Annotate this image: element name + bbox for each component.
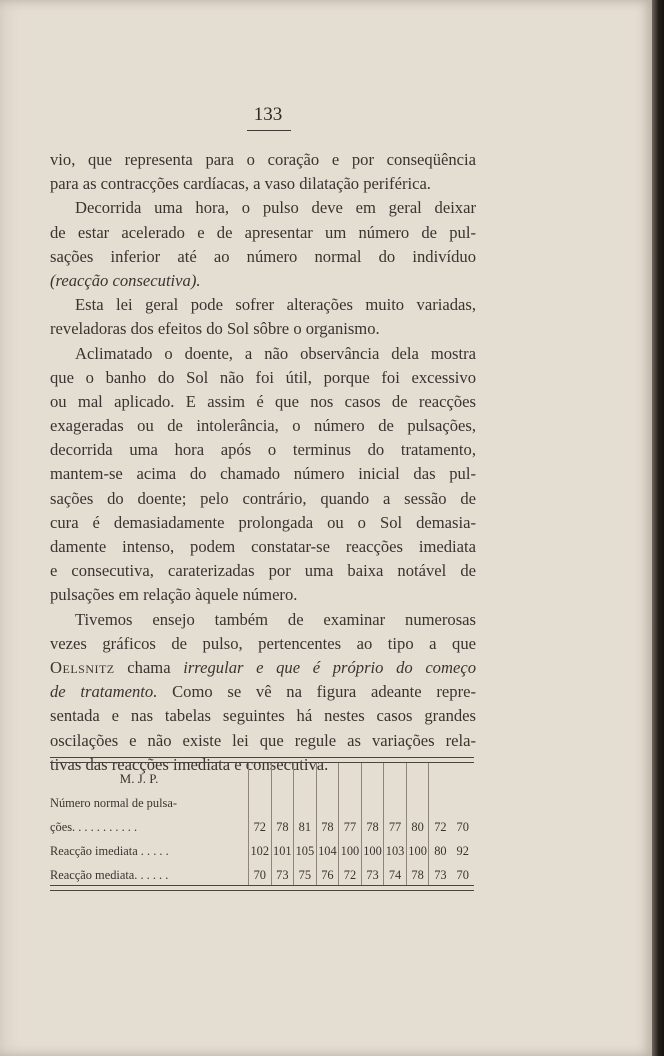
table-cell: 92 [456, 844, 469, 858]
text-line: decorrida uma hora após o terminus do tratamento, [50, 440, 476, 460]
text-line: e consecutiva, caraterizadas por uma baixa notável de [50, 561, 476, 581]
text-line: de tratamento. Como se vê na figura adeante repre- [50, 682, 476, 702]
text-line: cura é demasiadamente prolongada ou o Sol demasia- [50, 512, 476, 532]
text-line: oscilações e não existe lei que regule as variações rela- [50, 730, 476, 750]
table-cell: 76 [316, 861, 339, 885]
page-number-rule [247, 130, 291, 131]
text-line: Decorrida uma hora, o pulso deve em geral deixar [75, 198, 476, 218]
text-line: sações inferior até ao número normal do indivíduo [50, 246, 476, 266]
table-row [50, 837, 474, 861]
table-cell: 100 [406, 837, 429, 861]
table-cell: 80 [429, 837, 452, 861]
table-cell: 73 [429, 861, 452, 885]
author-name: Oelsnitz [50, 657, 115, 677]
table-cell: 100 [361, 837, 384, 861]
text-line: de estar acelerado e de apresentar um número de pul- [50, 222, 476, 242]
table-cell: 70 [249, 861, 272, 885]
page-edge [652, 0, 664, 1056]
table-cell: 72 [249, 813, 272, 837]
text-line: Aclimatado o doente, a não observância dela mostra [75, 343, 476, 363]
table-cell: 75 [294, 861, 317, 885]
text-line: reveladoras dos efeitos do Sol sôbre o organismo. [50, 319, 380, 339]
table-cell: 78 [361, 813, 384, 837]
table-cell: 72 [339, 861, 362, 885]
row-label: Reacção imediata . . . . . [50, 844, 169, 858]
table-cell: 72 [429, 813, 452, 837]
body-text [50, 148, 476, 777]
text-line: sentada e nas tabelas seguintes há nestes casos grandes [50, 706, 476, 726]
text-line: (reacção consecutiva). [50, 270, 201, 290]
text-line: damente intenso, podem constatar-se reacções imediata [50, 537, 476, 556]
table-cell: 77 [384, 813, 407, 837]
table-row [50, 813, 474, 837]
page-number: 133 [253, 104, 283, 125]
pulse-table [50, 757, 474, 891]
table-cell: 70 [456, 868, 469, 882]
text-line: para as contracções cardíacas, a vaso dilatação periférica. [50, 174, 431, 194]
table-cell: 104 [316, 837, 339, 861]
table-cell: 101 [271, 837, 294, 861]
row-label: ções. . . . . . . . . . . [50, 820, 138, 834]
row-label: Reacção mediata. . . . . . [50, 868, 169, 882]
table-cell: 77 [339, 813, 362, 837]
text-line: exageradas ou de intolerância, o número de pulsações, [50, 416, 476, 436]
text-line: sações do doente; pelo contrário, quando a sessão de [50, 488, 476, 508]
table-cell: 78 [316, 813, 339, 837]
table-cell: 80 [406, 813, 429, 837]
table-cell: 102 [249, 837, 272, 861]
text-line: mantem-se acima do chamado número inicial das pul- [50, 464, 476, 484]
table-row [50, 861, 474, 885]
table-cell: 78 [406, 861, 429, 885]
table-cell: 105 [294, 837, 317, 861]
table-cell: 73 [271, 861, 294, 885]
text-line: tivas das reacções imediata e consecutiva. [50, 754, 329, 774]
row-label: Número normal de pulsa- [50, 796, 177, 810]
text-line: Esta lei geral pode sofrer alterações muito variadas, [75, 295, 476, 315]
table-cell: 81 [294, 813, 317, 837]
table-cell: 73 [361, 861, 384, 885]
table-cell: 103 [384, 837, 407, 861]
table-header: M. J. P. [119, 771, 159, 786]
table-cell: 70 [456, 820, 469, 834]
text-line: pulsações em relação àquele número. [50, 585, 298, 605]
table-bottom-rule [50, 885, 474, 891]
text-line: Oelsnitz chama irregular e que é próprio do começo [50, 657, 476, 677]
table-cell: 74 [384, 861, 407, 885]
text-line: vezes gráficos de pulso, pertencentes ao tipo a que [50, 633, 476, 653]
text-line: vio, que representa para o coração e por conseqüência [50, 150, 476, 169]
text-line: Tivemos ensejo também de examinar numerosas [75, 609, 476, 629]
text-line: ou mal aplicado. E assim é que nos casos de reacções [50, 391, 476, 411]
text-line: que o banho do Sol não foi útil, porque foi excessivo [50, 367, 476, 387]
table-cell: 100 [339, 837, 362, 861]
table-cell: 78 [271, 813, 294, 837]
